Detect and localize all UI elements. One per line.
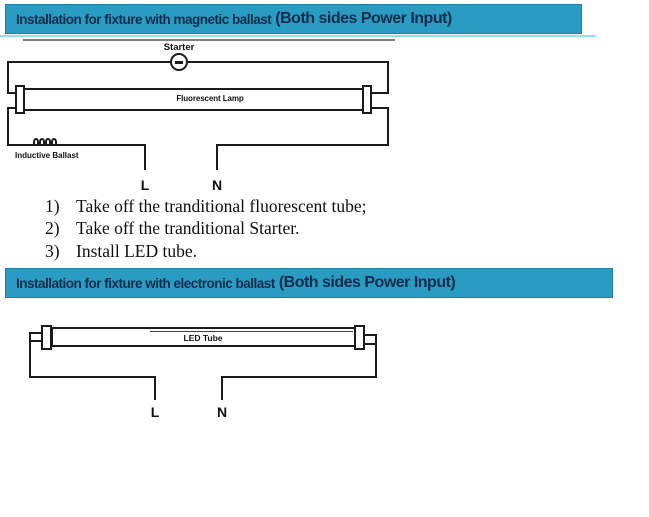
wire-drop-L [154,376,156,400]
wire-left-lower [7,107,9,146]
lamp-pin-right-top [372,92,389,94]
step-2-text: Take off the tranditional Starter. [76,218,300,239]
step-1 [45,196,367,218]
inductive-ballast-label: Inductive Ballast [15,151,79,160]
header1-underline [0,35,596,37]
header1-rule [23,39,395,41]
starter-label: Starter [163,42,195,53]
lamp-endcap-right [362,85,372,114]
step-3-text: Install LED tube. [76,240,198,261]
lamp-endcap-left [15,85,25,114]
wire-bottom-right [216,144,389,146]
wire-left-bus [29,332,31,378]
starter-icon [170,53,188,71]
led-endcap-left [41,325,52,350]
wire-bottom-left [7,144,145,146]
terminal-N-label: N [216,404,228,420]
fluorescent-lamp-label: Fluorescent Lamp [176,94,244,103]
header-electronic-ballast [5,268,613,298]
led-pin-right-bottom [363,343,377,345]
instruction-steps [45,196,367,263]
terminal-L-label: L [140,177,150,193]
header2-title: Installation for fixture with electronic ballast [16,275,275,291]
led-pin-right-top [363,334,377,336]
step-3 [45,241,367,263]
header1-title: Installation for fixture with magnetic ballast [16,11,272,27]
wire-bottom-right [221,376,377,378]
step-2 [45,218,367,240]
terminal-L-label: L [150,404,160,420]
wire-right-upper [387,61,389,94]
wire-right-lower [387,107,389,146]
wire-top [7,61,389,63]
step-3-number: 3) [45,240,60,261]
led-tube-highlight [150,331,353,332]
led-endcap-right [354,325,365,350]
header1-subtitle: (Both sides Power Input) [275,10,452,27]
terminal-N-label: N [211,177,223,193]
wire-drop-N [216,144,218,170]
led-tube-label: LED Tube [183,333,223,343]
wire-bottom-left [29,376,156,378]
wire-drop-L [144,144,146,170]
ballast-coil-bump-4 [51,138,57,145]
header2-subtitle: (Both sides Power Input) [278,274,456,291]
starter-contact-dash [175,61,183,64]
step-1-text: Take off the tranditional fluorescent tube; [76,196,367,216]
wire-right-bus [375,334,377,378]
step-1-number: 1) [45,196,60,216]
wire-left-upper [7,61,9,93]
header-magnetic-ballast [5,4,582,34]
wire-drop-N [221,376,223,400]
step-2-number: 2) [45,218,60,239]
